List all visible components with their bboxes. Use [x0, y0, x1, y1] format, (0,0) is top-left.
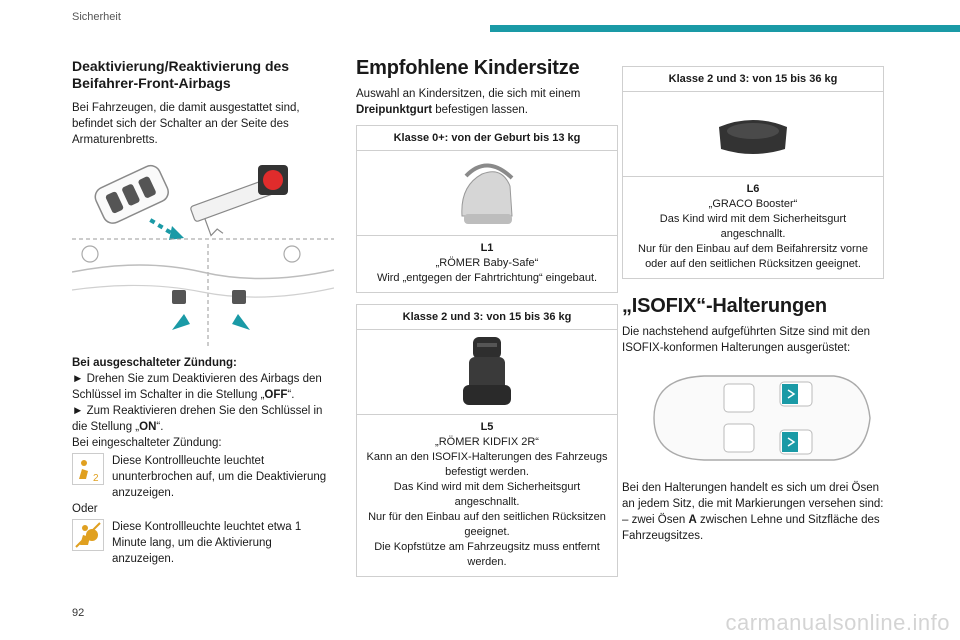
or-label: Oder — [72, 503, 98, 515]
airbag-intro: Bei Fahrzeugen, die damit ausgestattet sind, befindet sich der Schalter an der Seite des Armaturenbretts. — [72, 102, 300, 146]
seat-description: L5 „RÖMER KIDFIX 2R“ Kann an den ISOFIX-Halterungen des Fahrzeugs befestigt werden. Das Kind wird mit dem Sicherheitsgurt angeschnallt. Nur für den Einbau auf den seitlichen Rücksitzen geeignet. Die Kopfstütze am Fahrzeugsitz muss entfernt werden. — [366, 421, 608, 568]
isofix-car-diagram — [634, 368, 874, 468]
isofix-body: Bei den Halterungen handelt es sich um drei Ösen an jedem Sitz, die mit Markierungen versehen sind: — [622, 482, 884, 510]
airbag-switch-illustration — [72, 162, 334, 347]
lamp2-text: Diese Kontrollleuchte leuchtet etwa 1 Minute lang, um die Aktivierung anzuzeigen. — [112, 521, 302, 565]
step-reactivate: ► Zum Reaktivieren drehen Sie den Schlüssel in die Stellung „ON“. — [72, 405, 323, 433]
seat-card-l1 — [356, 125, 618, 293]
seat-description: L1 „RÖMER Baby-Safe“ Wird „entgegen der Fahrtrichtung“ eingebaut. — [376, 242, 598, 284]
ignition-on-heading: Bei eingeschalteter Zündung: — [72, 437, 222, 449]
seat-class-label: Klasse 2 und 3: von 15 bis 36 kg — [623, 67, 883, 92]
child-seats-intro: Auswahl an Kindersitzen, die sich mit einem Dreipunktgurt befestigen lassen. — [356, 88, 581, 116]
seat-class-label: Klasse 0+: von der Geburt bis 13 kg — [357, 126, 617, 151]
child-seats-heading: Empfohlene Kindersitze — [356, 57, 580, 79]
step-deactivate: ► Drehen Sie zum Deaktivieren des Airbags den Schlüssel im Schalter in die Stellung „OFF“. — [72, 373, 322, 401]
seat-image — [357, 151, 617, 236]
seat-image — [357, 330, 617, 415]
booster-cushion-icon — [713, 109, 793, 159]
booster-seat-with-back-icon — [457, 335, 517, 409]
seat-class-label: Klasse 2 und 3: von 15 bis 36 kg — [357, 305, 617, 330]
airbag-on-warning-icon — [72, 519, 104, 551]
seat-description: L6 „GRACO Booster“ Das Kind wird mit dem Sicherheitsgurt angeschnallt. Nur für den Einbau auf dem Beifahrersitz vorne oder auf den seitlichen Rücksitzen geeignet. — [638, 183, 868, 270]
seat-card-l6 — [622, 66, 884, 279]
isofix-heading: „ISOFIX“-Halterungen — [622, 295, 827, 317]
airbag-heading: Deaktivierung/Reaktivierung des Beifahrer-Front-Airbags — [72, 58, 290, 91]
right-column — [622, 66, 886, 544]
lamp-row-deactivated — [72, 453, 334, 501]
page-number: 92 — [72, 607, 85, 619]
lamp-row-activated — [72, 519, 334, 567]
header-accent-bar — [490, 25, 960, 32]
ignition-off-heading: Bei ausgeschalteter Zündung: — [72, 357, 237, 369]
isofix-intro: Die nachstehend aufgeführten Sitze sind mit den ISOFIX-konformen Halterungen ausgerüstet: — [622, 326, 871, 354]
watermark: carmanualsonline.info — [725, 610, 950, 635]
isofix-bullet: – zwei Ösen A zwischen Lehne und Sitzfläche des Fahrzeugsitzes. — [622, 514, 880, 542]
svg-text:2: 2 — [93, 473, 99, 484]
child-seats-section — [356, 57, 620, 577]
section-title: Sicherheit — [72, 11, 121, 23]
airbag-off-warning-icon — [72, 453, 104, 485]
seat-card-l5 — [356, 304, 618, 577]
seat-image — [623, 92, 883, 177]
lamp1-text: Diese Kontrollleuchte leuchtet ununterbrochen auf, um die Deaktivierung anzuzeigen. — [112, 455, 327, 499]
airbag-section — [72, 58, 334, 567]
baby-seat-icon — [452, 156, 522, 230]
